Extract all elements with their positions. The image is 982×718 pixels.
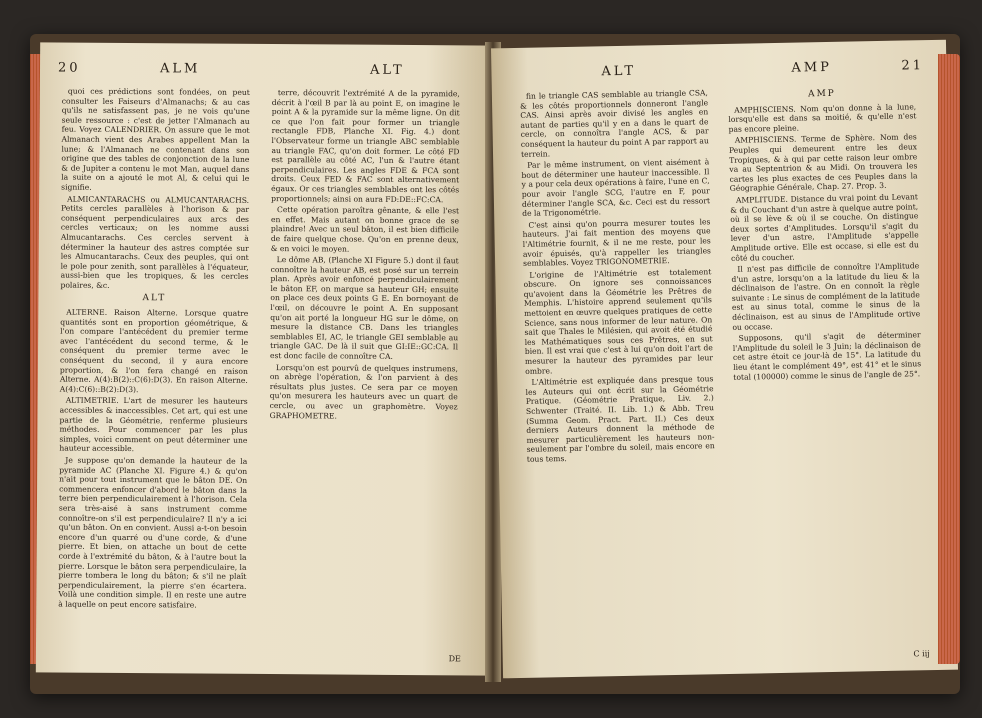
- paragraph: Je suppose qu'on demande la hauteur de la pyramide AC (Planche XI. Figure 4.) & qu'on n'ait pour tout instrument que le bâton DE. On commencera enfoncer d'abord le bâton dans la terre bien perpendiculairement à l'horison. Cela sera très-aisé à sans instrument comme connoître-on s'il est perpendiculaire? Il n'y a ici qu'un bâton. On en convient. Aussi a-t-on besoin encore d'un quarré ou d'une corde, & d'une pierre. Et bien, on attache un bout de cette corde à l'extrémité du bâton, & à l'autre bout la pierre. Lorsque le bâton sera perpendiculaire, la pierre tombera le long du bâton; & s'il ne plaît perpendiculairement, la pierre s'en écartera. Voilà une condition simple. Il en reste une autre à laquelle on peut encore satisfaire.: [58, 455, 248, 610]
- catchword: DE: [448, 654, 461, 664]
- right-column-1: [520, 88, 715, 466]
- paragraph: AMPHISCIENS. Nom qu'on donne à la lune, lorsqu'elle est dans sa moitié, & qu'elle n'est pas encore pleine.: [728, 101, 917, 134]
- paragraph: Supposons, qu'il s'agit de déterminer l'Amplitude du soleil le 3 Juin; la déclinaison de cet astre étoit ce jour-là de 15°. La latitude du lieu étant le complément 49°, est 41° et le sinus total (100000) comme le sinus de l'angle de 25°.: [732, 330, 922, 382]
- left-column-2: [270, 88, 460, 423]
- paragraph: ALTERNE. Raison Alterne. Lorsque quatre quantités sont en proportion géométrique, & l'on compare l'antécédent du premier terme avec l'antécédent du second terme, & le conséquent du premier terme avec le conséquent du second, il y aura encore proportion, & l'on fera changé en raison Alterne. A(4):B(2)::C(6):D(3). En raison Alterne. A(4):C(6)::B(2):D(3).: [59, 307, 249, 394]
- paragraph: ALTIMETRIE. L'art de mesurer les hauteurs accessibles & inaccessibles. Cet art, qui est une partie de la Géométrie, renferme plusieurs méthodes. Pour commencer par les plus simples, voici comment on peut déterminer une hauteur accessible.: [59, 396, 248, 454]
- paragraph: quoi ces prédictions sont fondées, on peut consulter les Faiseurs d'Almanachs; & au cas qu'ils ne satisfassent pas, je ne vois qu'une seule ressource : c'est de jetter l'Almanach au feu. Voyez CALENDRIER. On assure que le mot Almanach vient des Arabes appellent Man la lune; & l'Almanach ne contenant dans son origine que des tables de conjonction de la lune & de Jupiter a contenu le mot Man, auquel dans la suite on a ajouté le mot Al, & celui qui le signifie.: [61, 86, 250, 192]
- running-head-left: ALT: [601, 63, 637, 80]
- section-head: AMP: [807, 88, 836, 100]
- right-running-head: [491, 58, 946, 87]
- paragraph: C'est ainsi qu'on pourra mesurer toutes les hauteurs. J'ai fait mention des moyens que l'Altimétrie fournit, & il ne me reste, pour les avoir épuisés, qu'à rappeller les triangles semblables. Voyez TRIGONOMETRIE.: [522, 216, 711, 268]
- section-head: ALT: [142, 293, 167, 304]
- paragraph: L'origine de l'Altimétrie est totalement obscure. On ignore ses connoissances qu'avoient dans la Géométrie les Prêtres de Memphis. L'histoire apprend seulement qu'ils mettoient en œuvre quelques pratiques de cette Science, sans nous informer de leur nature. On sait que Thales le Milésien, qui avoit été étudié les Mathématiques sous ces Prêtres, en sut bien. Il est vrai que c'est à lui qu'on doit l'art de mesurer la hauteur des pyramides par leur ombre.: [523, 266, 714, 376]
- right-page: [491, 40, 958, 679]
- left-column-1: [58, 87, 250, 613]
- page-number: 20: [57, 60, 81, 76]
- running-head-left: ALM: [159, 61, 201, 77]
- catchword: C iij: [913, 649, 930, 659]
- running-head-right: AMP: [791, 59, 833, 76]
- page-edges-right: [938, 54, 960, 664]
- paragraph: Par le même instrument, on vient aisément à bout de déterminer une hauteur inaccessible. Il y a pour cela deux opérations à faire, l'une en C, pour avoir l'angle SCG, l'autre en F, pour déterminer l'angle SCA, &c. Ceci est du ressort de la Trigonométrie.: [521, 157, 711, 218]
- right-column-2: [728, 84, 922, 384]
- left-page: [36, 42, 495, 675]
- open-book: [30, 34, 960, 694]
- paragraph: Lorsqu'on est pourvû de quelques instrumens, on abrège l'opération, & l'on parvient à des résultats plus justes. Ce sera par ce moyen qu'on mesurera les hauteurs avec un quart de cercle, ou avec un graphomètre. Voyez GRAPHOMETRE.: [269, 362, 458, 421]
- paragraph: ALMICANTARACHS ou ALMUCANTARACHS. Petits cercles parallèles à l'horison & par conséquent perpendiculaires aux arcs des cercles verticaux; on les nomme aussi Almucantarachs. Ces cercles servent à déterminer la hauteur des astres comptée sur les Almucantarachs. Ceux des peuples, qui ont le pole pour zenith, sont parallèles à l'équateur, aussi-bien que les tropiques, & les cercles polaires, &c.: [60, 194, 250, 290]
- paragraph: AMPHISCIENS. Terme de Sphère. Nom des Peuples qui demeurent entre les deux Tropiques, & à qui par cette raison leur ombre va au Septentrion & au Midi. On trouvera les cartes les plus exactes de ces Peuples dans la Géographie Générale, Chap. 27. Prop. 3.: [728, 132, 918, 194]
- page-number: 21: [901, 58, 925, 74]
- paragraph: L'Altimétrie est expliquée dans presque tous les Auteurs qui ont écrit sur la Géométrie Pratique. (Géométrie Pratique, Liv. 2.) Schwenter (Traité. II. Lib. 1.) & Abb. Treu (Summa Geom. Pract. Part. II.) Ces deux derniers Auteurs donnent la méthode de mesurer particulièrement les hauteurs non-seulement par l'ombre du soleil, mais encore en tous tems.: [525, 374, 715, 464]
- left-running-head: [40, 60, 495, 83]
- paragraph: Le dôme AB, (Planche XI Figure 5.) dont il faut connoître la hauteur AB, est posé sur un terrein plan. Après avoir enfoncé perpendiculairement le bâton EF, on marque sa hauteur GH; ensuite on place ces deux points G E. En bornoyant de l'œil, on découvre le point A. En supposant qu'on ait porté la longueur HG sur le dôme, on mesure la distance CB. Dans les triangles semblables EI, AC, le triangle GEI semblable au triangle GAC. De là il suit que GI:IE::GC:CA. Il est donc facile de connoître CA.: [269, 255, 459, 361]
- running-head-right: ALT: [369, 62, 405, 78]
- paragraph: terre, découvrit l'extrémité A de la pyramide, décrit à l'œil B par là au point E, on imagine le point A & la pyramide sur la même ligne. On dit ce que l'on fait pour former un triangle rectangle FDB, Planche XI. Fig. 4.) dont l'Observateur forme un triangle ABC semblable au triangle FAC, qu'on doit former. Le côté FD est parallèle au côté AC, l'un & l'autre étant perpendiculaires. Les angles FDE & FCA sont droits. Ceux FED & FAC sont alternativement égaux. Or ces triangles semblables ont les côtés proportionnels; ainsi on aura FD:DE::FC:CA.: [271, 88, 460, 204]
- paragraph: fin le triangle CAS semblable au triangle CSA, & les côtés proportionnels donneront l'angle CAS. Ainsi après avoir divisé les angles en autant de parties qu'il y en a dans le quart de cercle, on connoîtra l'angle ACS, & par conséquent la hauteur du point A par rapport au terrein.: [520, 88, 709, 159]
- paragraph: Cette opération paroîtra gênante, & elle l'est en effet. Mais autant on bonne grace de se plaindre! Avec un seul bâton, il est bien difficile de faire quelque chose. Qu'on en prenne deux, & en voici le moyen.: [270, 205, 460, 254]
- paragraph: Il n'est pas difficile de connoître l'Amplitude d'un astre, lorsqu'on a la latitude du lieu & la déclinaison de l'astre. On en connoît la règle suivante : Le sinus de complément de la latitude est au sinus total, comme le sinus de la déclinaison, est au sinus de l'Amplitude ortive ou occase.: [731, 261, 921, 332]
- paragraph: AMPLITUDE. Distance du vrai point du Levant & du Couchant d'un astre à quelque autre point, où il se lève & où il se couche. On distingue deux sortes d'Amplitudes. Lorsqu'il s'agit du lever d'un astre, l'Amplitude s'appelle Amplitude ortive. Elle est occase, si elle est du côté du coucher.: [730, 192, 919, 263]
